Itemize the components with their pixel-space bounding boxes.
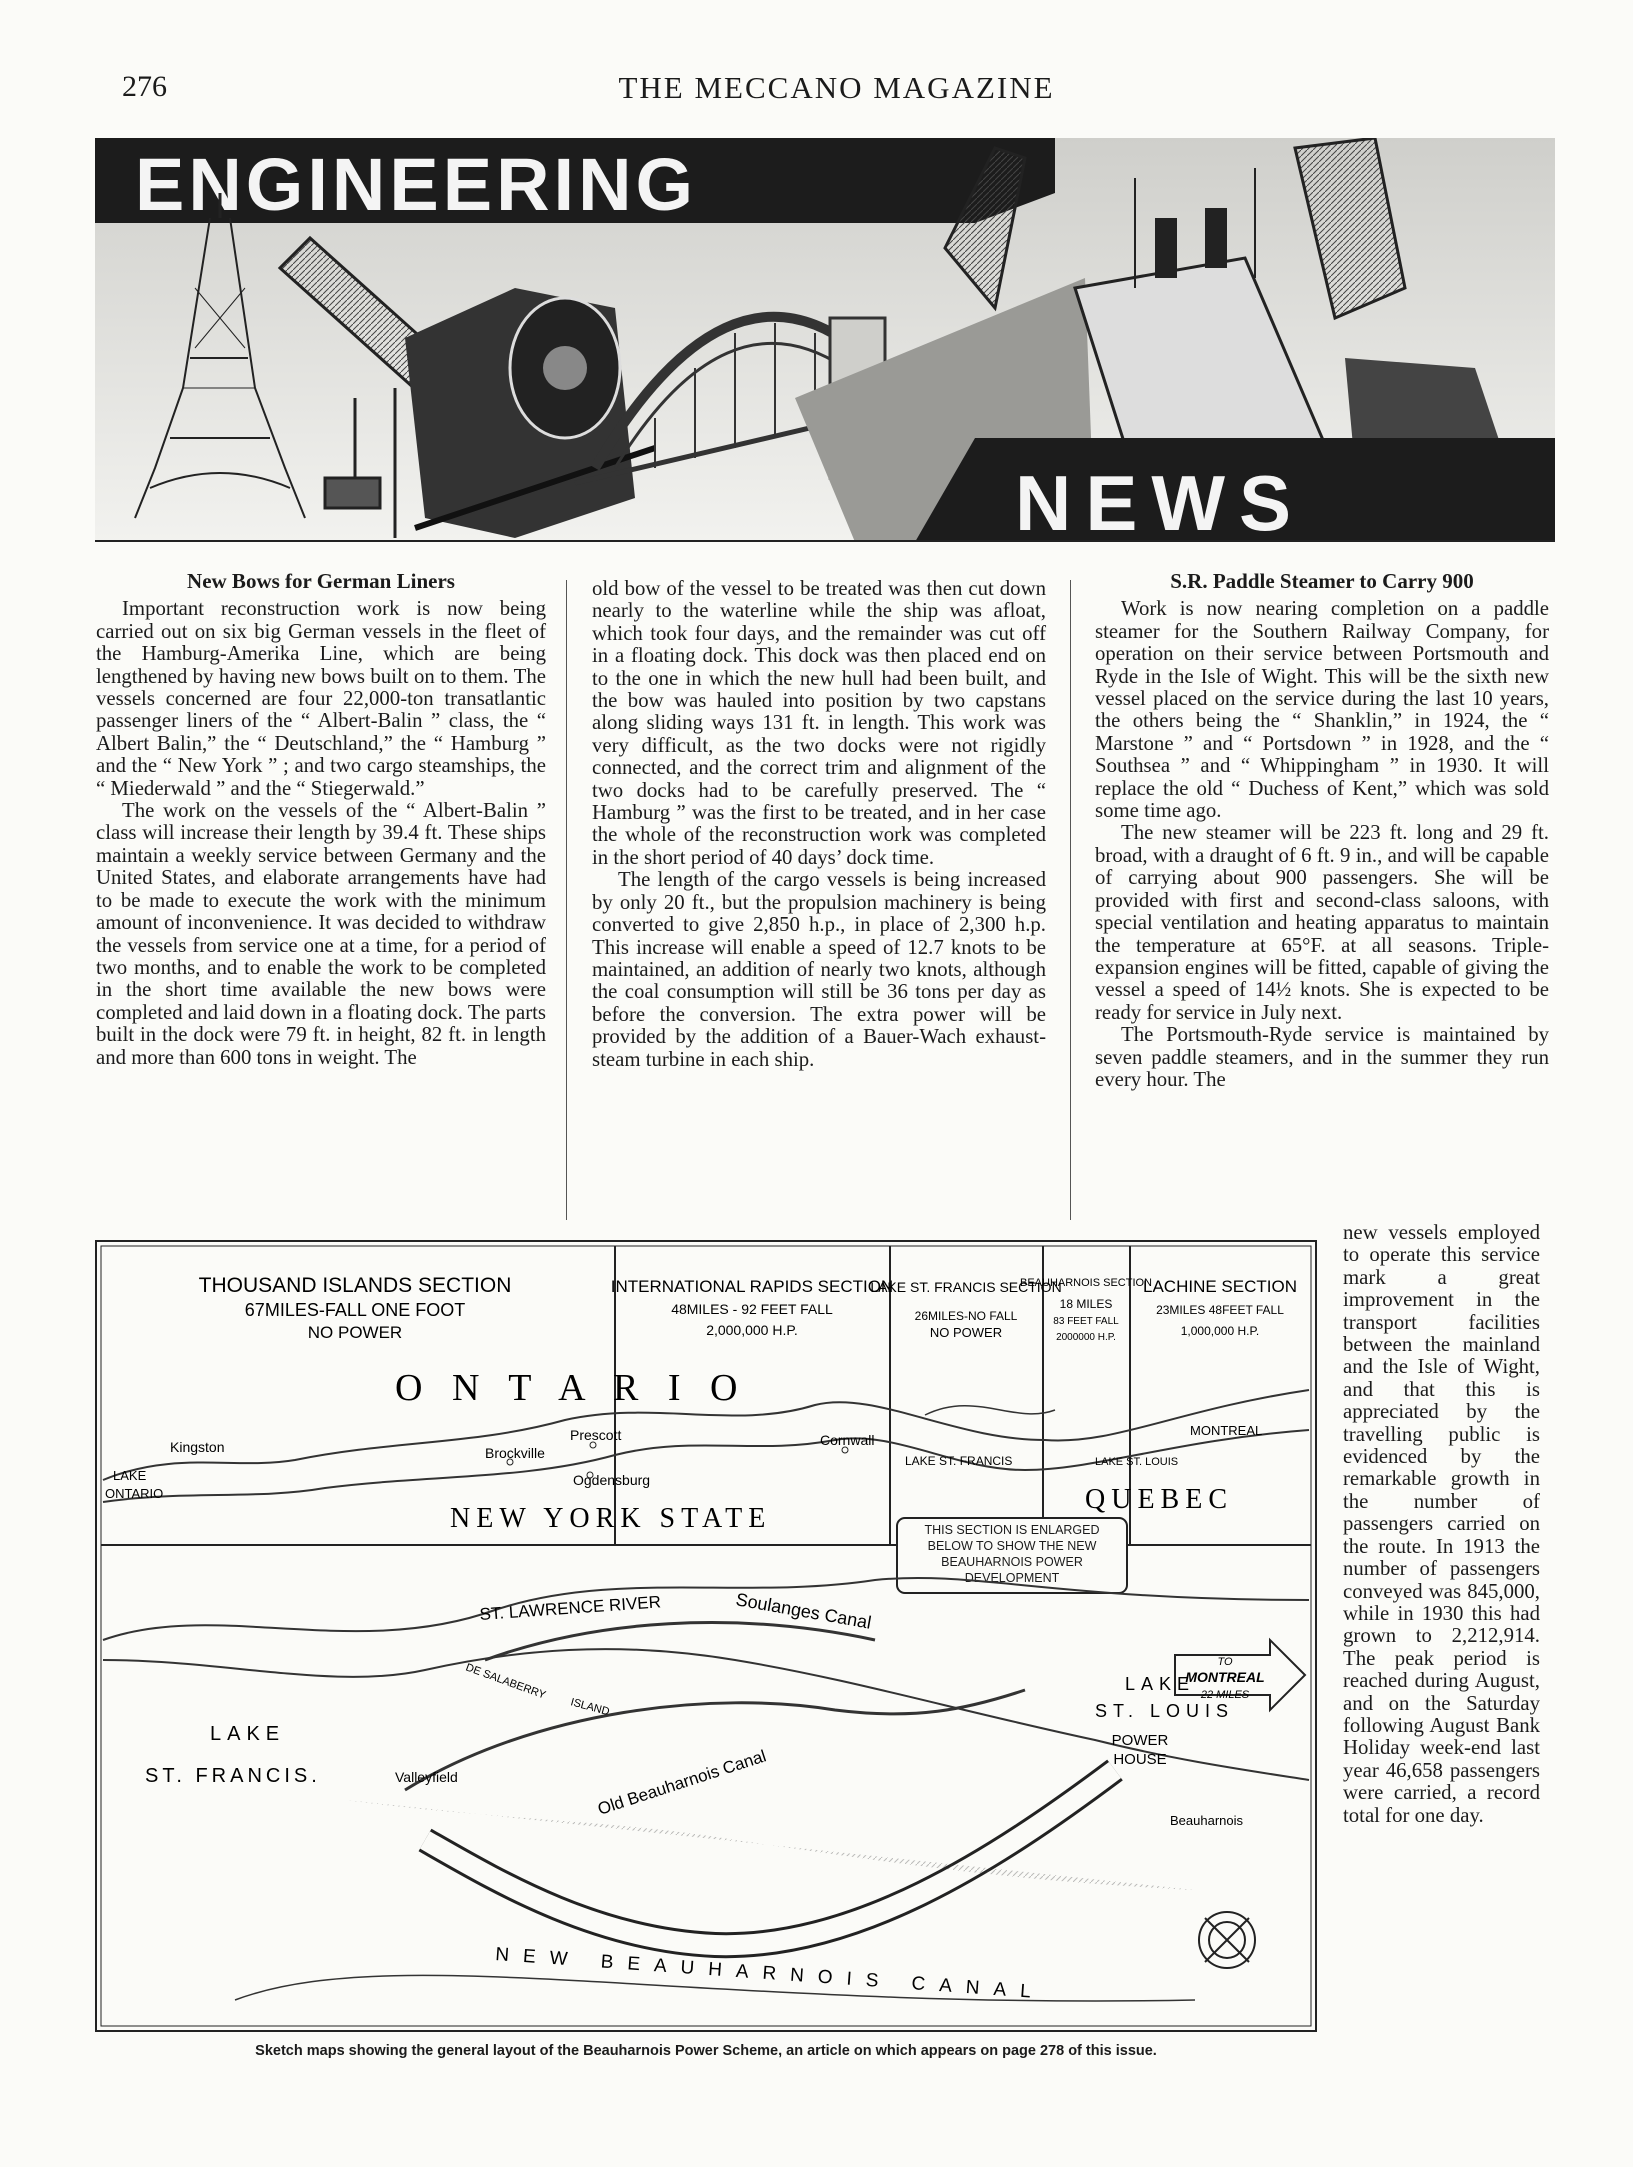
section-beauharnois-fall: 83 FEET FALL	[1053, 1316, 1119, 1327]
lake-st-francis-label-2: ST. FRANCIS.	[145, 1765, 321, 1787]
section-international-rapids: INTERNATIONAL RAPIDS SECTION	[610, 1277, 894, 1296]
montreal-small-label: MONTREAL	[1190, 1423, 1263, 1438]
soulanges-label: Soulanges Canal	[734, 1589, 873, 1633]
ogdensburg-label: Ogdensburg	[573, 1472, 651, 1488]
lake-st-louis-small-label: LAKE ST. LOUIS	[1095, 1456, 1179, 1468]
prescott-label: Prescott	[570, 1427, 622, 1443]
lake-st-francis-label: LAKE	[210, 1723, 286, 1745]
article-paragraph: Work is now nearing completion on a paddle steamer for the Southern Railway Company, for operation on their service between Portsmouth and Ryde in the Isle of Wight. This will be the sixth new vessel placed on the service during the last 10 years, the others being the “ Shanklin,” in 1924, the “ Marstone ” and “ Portsdown ” in 1928, and the “ Southsea ” and “ Whippingham ” in 1930. It will replace the old “ Duchess of Kent,” which was sold some time ago.	[1095, 597, 1549, 823]
lake-st-louis-label-2: ST. LOUIS	[1095, 1701, 1235, 1721]
beauharnois-label: Beauharnois	[1170, 1813, 1243, 1828]
new-york-label: NEW YORK STATE	[450, 1503, 772, 1534]
island-label: ISLAND	[569, 1696, 611, 1719]
section-international-rapids-detail: 48MILES - 92 FEET FALL	[671, 1301, 833, 1317]
article-paddle-steamer	[1095, 570, 1549, 1091]
lake-ontario-label: LAKE	[113, 1468, 147, 1483]
valleyfield-label: Valleyfield	[395, 1769, 458, 1785]
beauharnois-map	[95, 1240, 1317, 2032]
article-paddle-steamer-continued	[1343, 1222, 1540, 1827]
de-salaberry-label: DE SALABERRY	[463, 1661, 548, 1702]
quebec-label: QUEBEC	[1085, 1484, 1233, 1515]
article-paragraph: The new steamer will be 223 ft. long and 29 ft. broad, with a draught of 6 ft. 9 in., and will be capable of carrying about 900 passengers. She will be provided with first and second-class saloons, with special ventilation and heating apparatus to maintain the temperature at 65°F. at all seasons. Triple-expansion engines will be fitted, capable of giving the vessel a speed of 14½ knots. She is expected to be ready for service in July next.	[1095, 821, 1549, 1024]
kingston-label: Kingston	[170, 1439, 225, 1455]
article-paragraph: The Portsmouth-Ryde service is maintained by seven paddle steamers, and in the summer they run every hour. The	[1095, 1023, 1549, 1091]
power-house-label: POWER	[1111, 1732, 1169, 1749]
section-lake-st-francis: LAKE ST. FRANCIS SECTION	[870, 1279, 1062, 1295]
section-beauharnois-power: 2000000 H.P.	[1056, 1332, 1116, 1343]
old-canal-label: Old Beauharnois Canal	[595, 1746, 769, 1819]
to-montreal-label: TO	[1217, 1656, 1233, 1668]
brockville-label: Brockville	[485, 1445, 545, 1461]
banner-illustration	[95, 138, 1555, 542]
article-paragraph: The length of the cargo vessels is being increased by only 20 ft., but the propulsion machinery is being converted to give 2,850 h.p., in place of 2,300 h.p. This increase will enable a speed of 12.7 knots to be maintained, an addition of nearly two knots, although the coal consumption will still be 36 tons per day as before the conversion. The extra power will be provided by the addition of a Bauer-Wach exhaust-steam turbine in each ship.	[592, 868, 1046, 1071]
lake-st-louis-label: LAKE	[1125, 1674, 1196, 1694]
article-title: S.R. Paddle Steamer to Carry 900	[1170, 569, 1474, 593]
article-new-bows-continued	[592, 578, 1046, 1071]
enlarged-section-callout: THIS SECTION IS ENLARGED BELOW TO SHOW THE NEW BEAUHARNOIS POWER DEVELOPMENT	[924, 1523, 1100, 1585]
column-rule	[1070, 580, 1071, 1220]
ontario-label: O N T A R I O	[395, 1367, 748, 1409]
section-thousand-islands-detail: 67MILES-FALL ONE FOOT	[244, 1300, 466, 1320]
magazine-title: THE MECCANO MAGAZINE	[618, 70, 1055, 105]
section-lake-st-francis-power: NO POWER	[929, 1325, 1003, 1340]
section-thousand-islands: THOUSAND ISLANDS SECTION	[198, 1274, 512, 1297]
article-paragraph: The work on the vessels of the “ Albert-Balin ” class will increase their length by 39.4 ft. These ships maintain a weekly service between Germany and the United States, and elaborate arrangements have had to be made to execute the work with the minimum amount of inconvenience. It was decided to withdraw the vessels from service one at a time, for a period of two months, and to enable the work to be completed in the short time available the new bows were completed and laid down in a floating dock. The parts built in the dock were 79 ft. in height, 82 ft. in length and more than 600 tons in weight. The	[96, 800, 546, 1069]
lake-st-francis-small-label: LAKE ST. FRANCIS	[905, 1454, 1013, 1468]
banner-top-word: ENGINEERING	[135, 143, 698, 226]
column-rule	[566, 580, 567, 1220]
section-international-rapids-power: 2,000,000 H.P.	[706, 1322, 798, 1338]
section-thousand-islands-power: NO POWER	[307, 1323, 403, 1342]
to-montreal-label-2: MONTREAL	[1185, 1669, 1265, 1685]
engineering-news-banner	[95, 138, 1555, 542]
power-house-label-2: HOUSE	[1113, 1751, 1167, 1768]
section-lachine-detail: 23MILES 48FEET FALL	[1156, 1303, 1284, 1317]
article-paragraph-continued: old bow of the vessel to be treated was then cut down nearly to the waterline while the ship was afloat, which took four days, and the remainder was cut off in a floating dock. This dock was then placed end on to the one in which the new hull had been built, and the bow was hauled into position by two capstans along sliding ways 131 ft. in length. This work was very difficult, as the two docks were not rigidly connected, and the correct trim and alignment of the two docks had to be carefully preserved. The “ Hamburg ” was the first to be treated, and in her case the whole of the reconstruction work was completed in the short period of 40 days’ dock time.	[592, 577, 1046, 869]
new-canal-label: NEW BEAUHARNOIS CANAL	[494, 1944, 1046, 2004]
section-lake-st-francis-detail: 26MILES-NO FALL	[914, 1309, 1018, 1323]
lake-ontario-label-2: ONTARIO	[105, 1486, 164, 1501]
article-title: New Bows for German Liners	[187, 569, 455, 593]
page-number: 276	[122, 70, 167, 103]
section-beauharnois: BEAUHARNOIS SECTION	[1019, 1277, 1153, 1289]
to-montreal-label-3: 22 MILES	[1200, 1689, 1250, 1701]
section-lachine-power: 1,000,000 H.P.	[1180, 1324, 1260, 1338]
st-lawrence-label: ST. LAWRENCE RIVER	[478, 1592, 662, 1624]
article-paragraph: Important reconstruction work is now being carried out on six big German vessels in the fleet of the Hamburg-Amerika Line, which are being lengthened by having new bows built on to them. The vessels concerned are four 22,000-ton transatlantic passenger liners of the “ Albert-Balin ” class, the “ Albert Balin,” the “ Deutschland,” the “ Hamburg ” and the “ New York ” ; and two cargo steamships, the “ Miederwald ” and the “ Stiegerwald.”	[96, 597, 546, 800]
map-caption: Sketch maps showing the general layout of the Beauharnois Power Scheme, an article on which appears on page 278 of this issue.	[255, 2043, 1157, 2059]
cornwall-label: Cornwall	[820, 1432, 875, 1448]
banner-bottom-word: NEWS	[1015, 459, 1305, 542]
article-paragraph: new vessels employed to operate this service mark a great improvement in the transport facilities between the mainland and the Isle of Wight, and that this is appreciated by the travelling public is evidenced by the remarkable growth in the number of passengers carried on the route. In 1913 the number of passengers conveyed was 845,000, while in 1930 this had grown to 2,212,914. The peak period is reached during August, and on the Saturday following August Bank Holiday week-end last year 46,658 passengers were carried, a record total for one day.	[1343, 1221, 1540, 1827]
article-new-bows	[96, 570, 546, 1069]
section-lachine: LACHINE SECTION	[1143, 1277, 1297, 1296]
section-beauharnois-miles: 18 MILES	[1059, 1297, 1113, 1311]
